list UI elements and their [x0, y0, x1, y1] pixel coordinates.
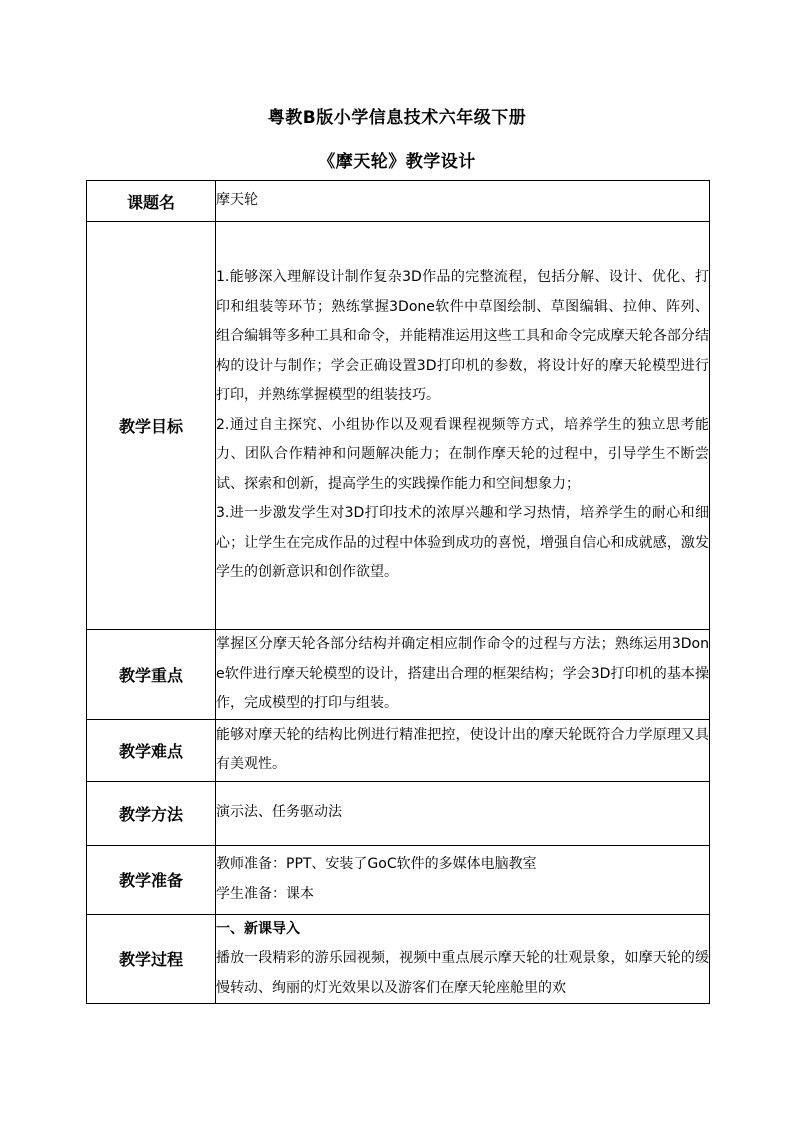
- goal-paragraph-1: 1.能够深入理解设计制作复杂3D作品的完整流程，包括分解、设计、优化、打印和组装等环节；熟练掌握3Done软件中草图绘制、草图编辑、拉伸、阵列、组合编辑等多种工具和命令，并能精准运用这些工具和命令完成摩天轮各部分结构的设计与制作；学会正确设置3D打印机的参数，将设计好的摩天轮模型进行打印，并熟练掌握模型的组装技巧。: [216, 269, 709, 404]
- difficulties-value: 能够对摩天轮的结构比例进行精准把控，使设计出的摩天轮既符合力学原理又具有美观性。: [216, 719, 710, 781]
- key-points-value: 掌握区分摩天轮各部分结构并确定相应制作命令的过程与方法；熟练运用3Done软件进行摩天轮模型的设计，搭建出合理的框架结构；学会3D打印机的基本操作，完成模型的打印与组装。: [216, 630, 710, 720]
- lesson-plan-table: [86, 180, 710, 1004]
- document-title: 粤教B版小学信息技术六年级下册: [267, 108, 527, 128]
- table-row: [87, 181, 710, 222]
- table-row: [87, 222, 710, 630]
- student-preparation: 学生准备：课本: [216, 885, 314, 902]
- difficulties-label: 教学难点: [87, 719, 216, 781]
- document-subtitle: 《摩天轮》教学设计: [318, 152, 476, 172]
- process-text: 播放一段精彩的游乐园视频，视频中重点展示摩天轮的壮观景象，如摩天轮的缓慢转动、绚丽的灯光效果以及游客们在摩天轮座舱里的欢: [216, 950, 709, 996]
- key-points-label: 教学重点: [87, 630, 216, 720]
- process-content: [216, 914, 710, 1004]
- topic-value: 摩天轮: [216, 181, 710, 222]
- section-heading: 一、新课导入: [216, 920, 300, 937]
- table-row: [87, 914, 710, 1004]
- process-label: 教学过程: [87, 914, 216, 1004]
- goals-content: [216, 222, 710, 630]
- topic-label: 课题名: [87, 181, 216, 222]
- methods-value: 演示法、任务驱动法: [216, 781, 710, 845]
- goal-paragraph-2: 2.通过自主探究、小组协作以及观看课程视频等方式，培养学生的独立思考能力、团队合作精神和问题解决能力；在制作摩天轮的过程中，引导学生不断尝试、探索和创新，提高学生的实践操作能力和空间想象力；: [216, 416, 709, 492]
- goal-paragraph-3: 3.进一步激发学生对3D打印技术的浓厚兴趣和学习热情，培养学生的耐心和细心；让学生在完成作品的过程中体验到成功的喜悦，增强自信心和成就感，激发学生的创新意识和创作欲望。: [216, 505, 709, 581]
- table-row: [87, 781, 710, 845]
- preparation-label: 教学准备: [87, 845, 216, 914]
- table-row: [87, 845, 710, 914]
- methods-label: 教学方法: [87, 781, 216, 845]
- preparation-content: [216, 845, 710, 914]
- teacher-preparation: 教师准备：PPT、安装了GoC软件的多媒体电脑教室: [216, 856, 537, 872]
- table-row: [87, 630, 710, 720]
- goals-label: 教学目标: [87, 222, 216, 630]
- table-row: [87, 719, 710, 781]
